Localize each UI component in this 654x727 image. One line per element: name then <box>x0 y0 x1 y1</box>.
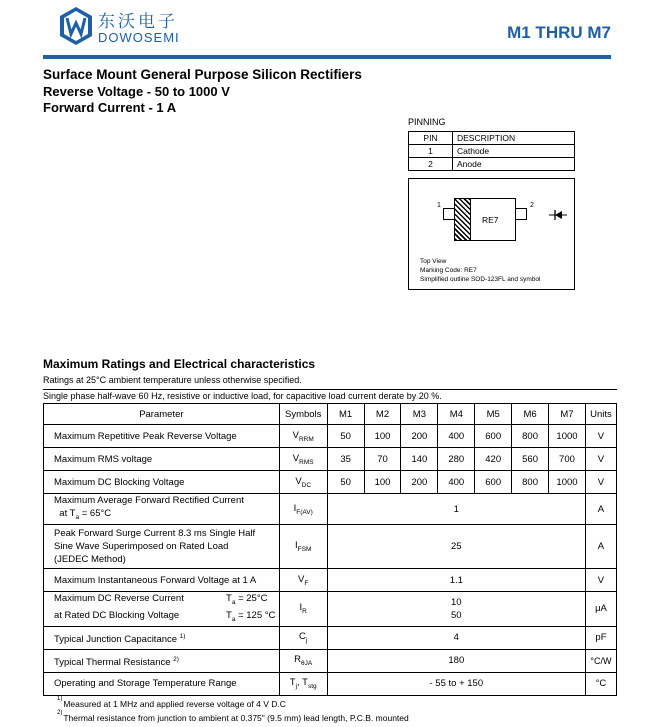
table-row <box>44 425 617 448</box>
table-row <box>44 592 617 627</box>
ratings-separator <box>43 389 617 390</box>
ratings-header-row <box>44 404 617 425</box>
value-cell: 200 <box>401 471 438 494</box>
value-cell: 4 <box>327 626 585 649</box>
param-label: Peak Forward Surge Current 8.3 ms Single Half Sine Wave Superimposed on Rated Load (JEDEC Method) <box>44 525 280 569</box>
table-row <box>44 494 617 525</box>
pin2-label: 2 <box>530 202 534 209</box>
value-cell: 800 <box>512 471 549 494</box>
param-label: Operating and Storage Temperature Range <box>44 672 280 695</box>
unit-cell: pF <box>585 626 616 649</box>
unit-cell: V <box>585 471 616 494</box>
brand-name-chinese: 东沃电子 <box>98 12 178 32</box>
unit-cell: V <box>585 448 616 471</box>
header-divider <box>43 55 611 59</box>
model-header: M3 <box>401 404 438 425</box>
pin-description: Anode <box>453 158 575 171</box>
param-label: Maximum Average Forward Rectified Current at $T_a = 65^\circ C$ <box>44 494 280 525</box>
value-cell: 180 <box>327 649 585 672</box>
table-row <box>44 626 617 649</box>
value-cell: 560 <box>512 448 549 471</box>
description-header: DESCRIPTION <box>453 132 575 145</box>
value-cell: 700 <box>549 448 586 471</box>
value-cell: 420 <box>475 448 512 471</box>
value-cell: 1.1 <box>327 569 585 592</box>
model-header: M1 <box>327 404 364 425</box>
value-cell: 600 <box>475 425 512 448</box>
unit-cell: V <box>585 569 616 592</box>
value-cell: 400 <box>438 471 475 494</box>
value-cell: 100 <box>364 425 401 448</box>
pinning-header-row <box>409 132 575 145</box>
company-logo <box>58 6 94 46</box>
pinning-row <box>409 158 575 171</box>
part-range-title: M1 THRU M7 <box>507 23 611 42</box>
unit-cell: μA <box>585 592 616 627</box>
diode-symbol-icon <box>549 210 567 220</box>
unit-cell: °C <box>585 672 616 695</box>
ratings-note-ambient: Ratings at 25°C ambient temperature unless otherwise specified. <box>43 375 302 385</box>
value-cell: 70 <box>364 448 401 471</box>
unit-cell: A <box>585 494 616 525</box>
symbol-cell: $I_{F(AV)}$ <box>279 494 327 525</box>
symbol-cell: $C_j$ <box>279 626 327 649</box>
product-title: Surface Mount General Purpose Silicon Rectifiers <box>43 67 362 82</box>
package-body <box>454 198 516 241</box>
footnote: $^{1)}$Measured at 1 MHz and applied reverse voltage of 4 V D.C <box>57 696 286 709</box>
model-header: M6 <box>512 404 549 425</box>
footnote: $^{2)}$Thermal resistance from junction to ambient at 0.375" (9.5 mm) lead length, P.C.B. mounted <box>57 710 409 723</box>
symbol-cell: $R_{\theta JA}$ <box>279 649 327 672</box>
symbol-cell: $V_{RMS}$ <box>279 448 327 471</box>
table-row <box>44 672 617 695</box>
symbol-cell: $V_F$ <box>279 569 327 592</box>
symbols-header: Symbols <box>279 404 327 425</box>
param-label: Typical Thermal Resistance $^{2)}$ <box>44 649 280 672</box>
value-cell: 50 <box>327 471 364 494</box>
param-label: Maximum DC Blocking Voltage <box>44 471 280 494</box>
model-header: M7 <box>549 404 586 425</box>
table-row <box>44 525 617 569</box>
brand-name-english: DOWOSEMI <box>98 30 180 45</box>
parameter-header: Parameter <box>44 404 280 425</box>
ratings-title: Maximum Ratings and Electrical characteristics <box>43 357 316 371</box>
symbol-cell: $V_{RRM}$ <box>279 425 327 448</box>
value-cell: 1000 <box>549 471 586 494</box>
param-label: Typical Junction Capacitance $^{1)}$ <box>44 626 280 649</box>
value-cell: 25 <box>327 525 585 569</box>
value-cell: - 55 to + 150 <box>327 672 585 695</box>
value-cell: 50 <box>327 425 364 448</box>
marking-code-note: Marking Code: RE7 <box>420 267 477 274</box>
value-cell: 800 <box>512 425 549 448</box>
ratings-note-load: Single phase half-wave 60 Hz, resistive or inductive load, for capacitive load current derate by 20 %. <box>43 391 442 401</box>
forward-current-spec: Forward Current - 1 A <box>43 100 177 115</box>
pin-description: Cathode <box>453 145 575 158</box>
param-label: Maximum Repetitive Peak Reverse Voltage <box>44 425 280 448</box>
unit-cell: A <box>585 525 616 569</box>
param-label: Maximum RMS voltage <box>44 448 280 471</box>
table-row <box>44 649 617 672</box>
model-header: M2 <box>364 404 401 425</box>
table-row <box>44 471 617 494</box>
value-cell: 1 <box>327 494 585 525</box>
marking-code: RE7 <box>482 215 499 225</box>
pin1-label: 1 <box>437 202 441 209</box>
value-cell: 200 <box>401 425 438 448</box>
value-cell: 280 <box>438 448 475 471</box>
unit-cell: V <box>585 425 616 448</box>
value-cell: 400 <box>438 425 475 448</box>
anode-lead <box>515 208 527 220</box>
param-label: Maximum Instantaneous Forward Voltage at 1 A <box>44 569 280 592</box>
pin-header: PIN <box>409 132 453 145</box>
symbol-cell: $V_{DC}$ <box>279 471 327 494</box>
table-row <box>44 569 617 592</box>
value-cell: 140 <box>401 448 438 471</box>
units-header: Units <box>585 404 616 425</box>
cathode-band <box>455 199 471 240</box>
value-cell: 600 <box>475 471 512 494</box>
unit-cell: °C/W <box>585 649 616 672</box>
value-cell: 35 <box>327 448 364 471</box>
pin-number: 2 <box>409 158 453 171</box>
table-row <box>44 448 617 471</box>
reverse-voltage-spec: Reverse Voltage - 50 to 1000 V <box>43 84 230 99</box>
outline-note: Simplified outline SOD-123FL and symbol <box>420 276 541 283</box>
param-label: Maximum DC Reverse Current $T_a = 25^\circ C$ at Rated DC Blocking Voltage $T_a = 125$ °C <box>44 592 280 627</box>
model-header: M4 <box>438 404 475 425</box>
symbol-cell: $I_{FSM}$ <box>279 525 327 569</box>
symbol-cell: $T_j$, $T_{stg}$ <box>279 672 327 695</box>
pin-number: 1 <box>409 145 453 158</box>
pinning-row <box>409 145 575 158</box>
pinning-table <box>408 131 575 171</box>
package-outline-diagram <box>408 178 575 290</box>
pinning-title: PINNING <box>408 117 446 127</box>
top-view-note: Top View <box>420 258 447 265</box>
value-cell: 10 50 <box>327 592 585 627</box>
value-cell: 100 <box>364 471 401 494</box>
symbol-cell: $I_R$ <box>279 592 327 627</box>
value-cell: 1000 <box>549 425 586 448</box>
model-header: M5 <box>475 404 512 425</box>
ratings-table <box>43 403 617 696</box>
